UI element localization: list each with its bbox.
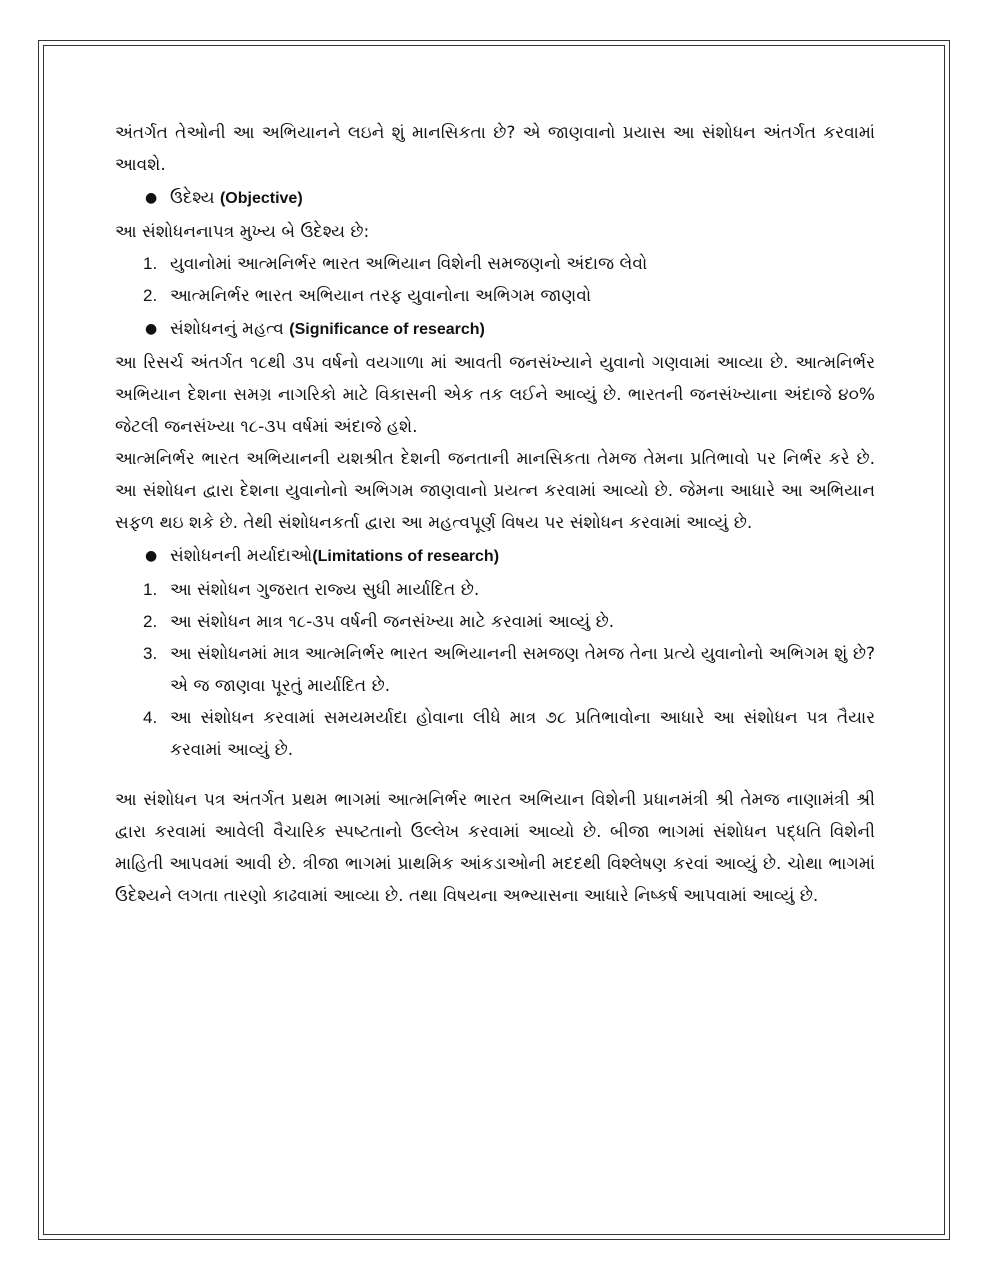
list-item xyxy=(115,280,875,312)
list-text: આ સંશોધનમાં માત્ર આત્મનિર્ભર ભારત અભિયાનની સમજણ તેમજ તેના પ્રત્યે યુવાનોનો અભિગમ શું છે? એ જ જાણવા પૂરતું માર્યાદિત છે. xyxy=(170,644,875,696)
limitations-heading-en: (Limitations of research) xyxy=(312,548,500,565)
significance-heading xyxy=(115,313,875,346)
list-number: 4. xyxy=(143,708,158,727)
bullet-icon: ● xyxy=(145,548,158,564)
list-item xyxy=(115,606,875,638)
summary-paragraph: આ સંશોધન પત્ર અંતર્ગત પ્રથમ ભાગમાં આત્મનિર્ભર ભારત અભિયાન વિશેની પ્રધાનમંત્રી શ્રી તેમજ નાણામંત્રી શ્રી દ્વારા કરવામાં આવેલી વૈચારિક સ્પષ્ટતાનો ઉલ્લેખ કરવામાં આવ્યો છે. બીજા ભાગમાં સંશોધન પદ્ધતિ વિશેની માહિતી આપવમાં આવી છે. ત્રીજા ભાગમાં પ્રાથમિક આંકડાઓની મદદથી વિશ્લેષણ કરવાં આવ્યું છે. ચોથા ભાગમાં ઉદેશ્યને લગતા તારણો કાઢવામાં આવ્યા છે. તથા વિષયના અભ્યાસના આધારે નિષ્કર્ષ આપવામાં આવ્યું છે. xyxy=(115,790,875,906)
list-number: 2. xyxy=(143,286,158,305)
bullet-icon: ● xyxy=(145,190,158,206)
limitations-list xyxy=(115,574,875,766)
objective-heading-gu: ઉદેશ્ય xyxy=(170,188,215,208)
document-body xyxy=(115,117,875,912)
significance-paragraph-1: આ રિસર્ચ અંતર્ગત ૧૮થી ૩૫ વર્ષનો વયગાળા માં આવતી જનસંખ્યાને યુવાનો ગણવામાં આવ્યા છે. આત્મનિર્ભર અભિયાન દેશના સમગ્ર નાગરિકો માટે વિકાસની એક તક લઈને આવ્યું છે. ભારતની જનસંખ્યાના અંદાજે ૪૦% જેટલી જનસંખ્યા ૧૮-૩૫ વર્ષમાં અંદાજે હશે. xyxy=(115,353,875,437)
list-item xyxy=(115,248,875,280)
limitations-heading-gu: સંશોધનની મર્યાદાઓ xyxy=(170,546,313,566)
spacer xyxy=(115,766,875,784)
list-text: આ સંશોધન કરવામાં સમયમર્યાદા હોવાના લીધે માત્ર ૭૮ પ્રતિભાવોના આધારે આ સંશોધન પત્ર તૈયાર કરવામાં આવ્યું છે. xyxy=(170,708,875,760)
bullet-icon: ● xyxy=(145,321,158,337)
list-text: યુવાનોમાં આત્મનિર્ભર ભારત અભિયાન વિશેની સમજણનો અંદાજ લેવો xyxy=(170,254,648,274)
list-item xyxy=(115,638,875,702)
objective-lead: આ સંશોધનનાપત્ર મુખ્ય બે ઉદેશ્ય છે: xyxy=(115,222,370,242)
list-text: આ સંશોધન ગુજરાત રાજ્ય સુધી માર્યાદિત છે. xyxy=(170,580,480,600)
list-number: 1. xyxy=(143,254,158,273)
list-number: 2. xyxy=(143,612,158,631)
objective-list xyxy=(115,248,875,312)
objective-heading xyxy=(115,182,875,215)
significance-heading-en: (Significance of research) xyxy=(289,321,485,338)
list-number: 1. xyxy=(143,580,158,599)
list-text: આ સંશોધન માત્ર ૧૮-૩૫ વર્ષની જનસંખ્યા માટે કરવામાં આવ્યું છે. xyxy=(170,612,615,632)
list-number: 3. xyxy=(143,644,158,663)
list-text: આત્મનિર્ભર ભારત અભિયાન તરફ યુવાનોના અભિગમ જાણવો xyxy=(170,286,592,306)
list-item xyxy=(115,574,875,606)
intro-paragraph: અંતર્ગત તેઓની આ અભિયાનને લઇને શું માનસિકતા છે? એ જાણવાનો પ્રયાસ આ સંશોધન અંતર્ગત કરવામાં આવશે. xyxy=(115,123,875,175)
significance-heading-gu: સંશોધનનું મહત્વ xyxy=(170,319,284,339)
significance-paragraph-2: આત્મનિર્ભર ભારત અભિયાનની યશશ્રીત દેશની જનતાની માનસિકતા તેમજ તેમના પ્રતિભાવો પર નિર્ભર કરે છે. આ સંશોધન દ્વારા દેશના યુવાનોનો અભિગમ જાણવાનો પ્રયત્ન કરવામાં આવ્યો છે. જેમના આધારે આ અભિયાન સફળ થઇ શકે છે. તેથી સંશોધનકર્તા દ્વારા આ મહત્વપૂર્ણ વિષય પર સંશોધન કરવામાં આવ્યું છે. xyxy=(115,449,875,533)
objective-heading-en: (Objective) xyxy=(219,190,303,207)
limitations-heading xyxy=(115,540,875,573)
list-item xyxy=(115,702,875,766)
